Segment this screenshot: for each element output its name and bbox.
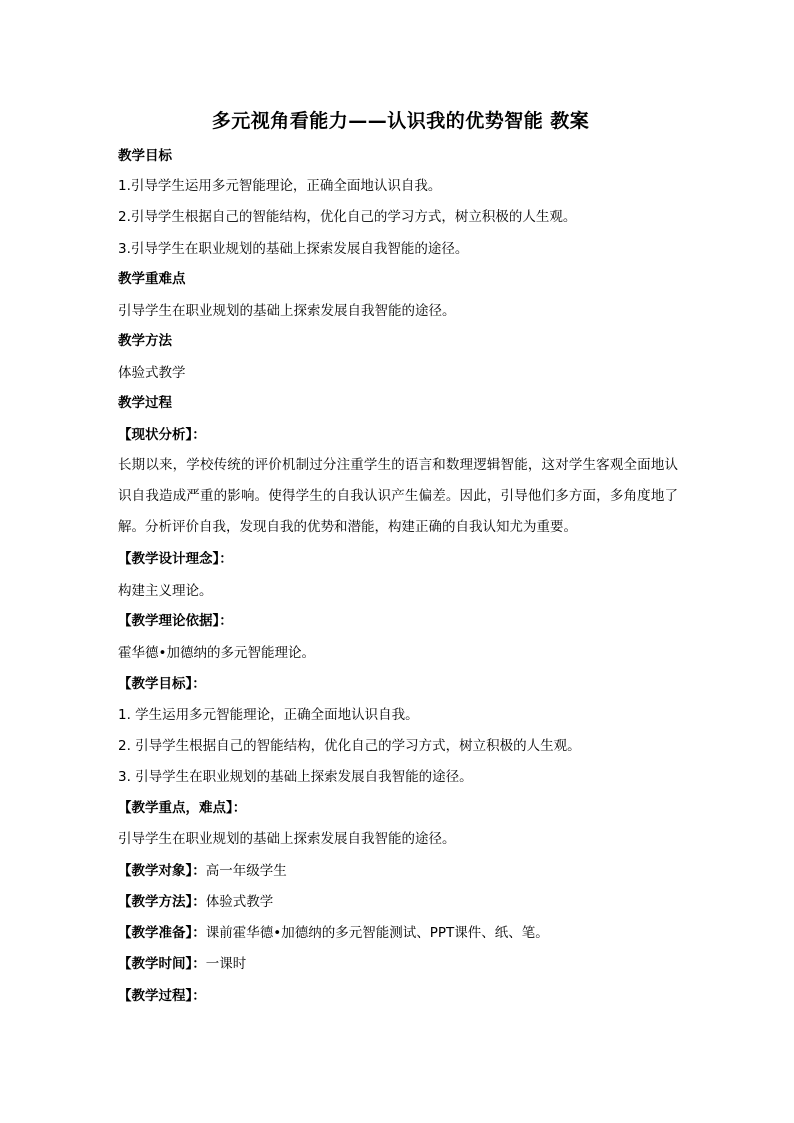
analysis-text: 长期以来，学校传统的评价机制过分注重学生的语言和数理逻辑智能，这对学生客观全面地认识自我造成严重的影响。使得学生的自我认识产生偏差。因此，引导他们多方面，多角度地了解。分析评价自我，发现自我的优势和潜能，构建正确的自我认知尤为重要。 xyxy=(118,457,678,535)
time-value: 一课时 xyxy=(205,956,247,972)
goal2-item-3: 3. 引导学生在职业规划的基础上探索发展自我智能的途径。 xyxy=(118,769,473,785)
analysis-heading: 【现状分析】： xyxy=(118,427,206,443)
key-text: 引导学生在职业规划的基础上探索发展自我智能的途径。 xyxy=(118,303,456,319)
goal2-item-1: 1. 学生运用多元智能理论，正确全面地认识自我。 xyxy=(118,707,419,723)
key2-text: 引导学生在职业规划的基础上探索发展自我智能的途径。 xyxy=(118,831,456,847)
method2-value: 体验式教学 xyxy=(205,894,274,910)
process-heading: 教学过程 xyxy=(118,395,172,411)
process2-heading: 【教学过程】： xyxy=(118,988,206,1004)
goal-item-1: 1.引导学生运用多元智能理论，正确全面地认识自我。 xyxy=(118,178,442,194)
theory-heading: 【教学理论依据】： xyxy=(118,613,233,629)
prep-label: 【教学准备】： xyxy=(118,925,206,941)
goal2-item-2: 2. 引导学生根据自己的智能结构，优化自己的学习方式，树立积极的人生观。 xyxy=(118,738,581,754)
theory-text: 霍华德•加德纳的多元智能理论。 xyxy=(118,645,315,661)
target-row xyxy=(118,862,683,880)
document-page xyxy=(118,0,688,1123)
goals-heading: 教学目标 xyxy=(118,148,172,164)
document-title: 多元视角看能力——认识我的优势智能 教案 xyxy=(211,110,590,132)
goals2-heading: 【教学目标】： xyxy=(118,676,206,692)
time-row xyxy=(118,955,683,973)
goal-item-2: 2.引导学生根据自己的智能结构，优化自己的学习方式，树立积极的人生观。 xyxy=(118,209,577,225)
prep-value: 课前霍华德•加德纳的多元智能测试、PPT课件、纸、笔。 xyxy=(205,925,549,941)
design-heading: 【教学设计理念】： xyxy=(118,551,233,567)
method-text: 体验式教学 xyxy=(118,365,186,381)
goal-item-3: 3.引导学生在职业规划的基础上探索发展自我智能的途径。 xyxy=(118,241,469,257)
target-label: 【教学对象】： xyxy=(118,863,206,879)
prep-row xyxy=(118,924,683,942)
method-heading: 教学方法 xyxy=(118,333,172,349)
key-heading: 教学重难点 xyxy=(118,271,186,287)
method2-row xyxy=(118,893,683,911)
time-label: 【教学时间】： xyxy=(118,956,206,972)
design-text: 构建主义理论。 xyxy=(118,583,213,599)
key2-heading: 【教学重点，难点】： xyxy=(118,800,247,816)
method2-label: 【教学方法】： xyxy=(118,894,206,910)
target-value: 高一年级学生 xyxy=(205,863,287,879)
